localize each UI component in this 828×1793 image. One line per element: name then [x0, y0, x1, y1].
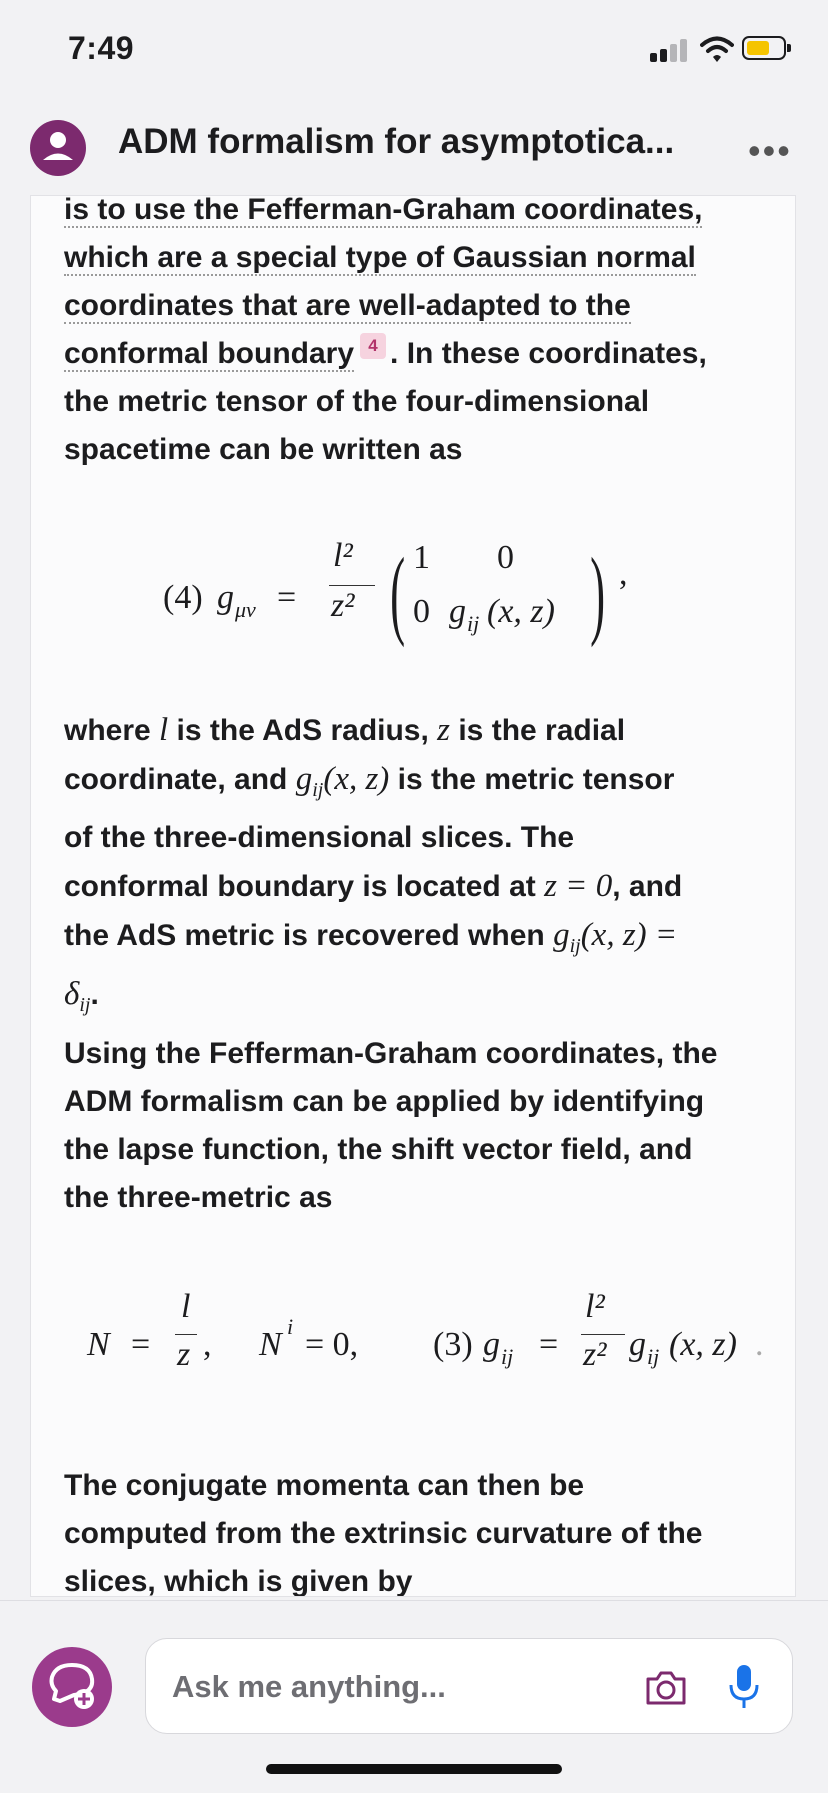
fraction-bar — [175, 1334, 197, 1335]
math-inline: z — [437, 712, 451, 748]
wifi-icon — [700, 34, 734, 64]
eq-term: , — [619, 555, 628, 592]
eq-term: (4) — [163, 579, 203, 616]
text: where — [64, 714, 160, 747]
text: the lapse function, the shift vector field, and — [64, 1133, 693, 1166]
eq-term: ij — [647, 1344, 660, 1369]
paragraph-1 — [64, 196, 774, 474]
home-indicator — [266, 1764, 562, 1774]
text: coordinate, and — [64, 763, 296, 796]
status-bar — [0, 0, 828, 100]
cited-text[interactable]: is to use the Fefferman-Graham coordinates, — [64, 196, 702, 228]
paren-left: ( — [390, 537, 406, 648]
text: is the metric tensor — [389, 763, 675, 796]
math-inline: l — [159, 712, 169, 748]
eq-term: = — [131, 1326, 151, 1363]
text: slices, which is given by — [64, 1565, 413, 1596]
eq-term: N — [87, 1326, 110, 1363]
eq-term: z² — [583, 1336, 607, 1373]
text: . In these coordinates, — [390, 337, 707, 370]
paragraph-2 — [64, 706, 774, 1029]
math-inline: δ — [64, 976, 80, 1012]
eq-term: g — [483, 1326, 500, 1363]
eq-term: , — [203, 1326, 212, 1363]
eq-term: μν — [235, 597, 256, 622]
conversation-title: ADM formalism for asymptotica... — [118, 122, 675, 161]
text: , and — [612, 870, 683, 903]
text: conformal boundary is located at — [64, 870, 545, 903]
cited-text[interactable]: which are a special type of Gaussian normal — [64, 241, 696, 274]
new-chat-icon — [32, 1647, 112, 1727]
text: spacetime can be written as — [64, 433, 463, 466]
chat-header — [0, 100, 828, 196]
eq-term: = — [539, 1326, 559, 1363]
more-options-button[interactable]: ••• — [748, 130, 792, 171]
eq-term: (x, z) — [669, 1326, 737, 1363]
text: is the radial — [450, 714, 626, 747]
eq-term: (3) — [433, 1326, 473, 1363]
eq-term: z — [177, 1336, 191, 1373]
text: ADM formalism can be applied by identifying — [64, 1085, 705, 1118]
math-inline: ij — [569, 935, 581, 957]
ask-input[interactable] — [145, 1638, 793, 1734]
cited-text[interactable]: coordinates that are well-adapted to the — [64, 289, 631, 322]
eq-term: 0 — [497, 539, 514, 576]
eq-term: ij — [467, 611, 480, 636]
eq-term: = 0, — [305, 1326, 359, 1363]
math-inline: g — [295, 761, 313, 797]
math-inline: z = 0 — [544, 868, 613, 904]
eq-term: l² — [585, 1288, 605, 1325]
status-time: 7:49 — [68, 30, 135, 66]
eq-term: . — [755, 1326, 764, 1363]
microphone-icon[interactable] — [728, 1663, 760, 1711]
citation-badge[interactable]: 4 — [360, 333, 386, 359]
math-inline: (x, z) — [323, 761, 390, 797]
text: The conjugate momenta can then be — [64, 1469, 585, 1502]
equation-metric-fg — [163, 537, 723, 661]
battery-icon — [742, 36, 786, 60]
text: the metric tensor of the four-dimensional — [64, 385, 650, 418]
text: is the AdS radius, — [168, 714, 438, 747]
paragraph-3 — [64, 1030, 774, 1222]
eq-term: g — [217, 579, 234, 616]
math-inline: g — [553, 917, 570, 953]
text: the AdS metric is recovered when — [64, 919, 554, 952]
user-avatar-icon[interactable] — [30, 120, 86, 176]
eq-term: = — [277, 579, 297, 616]
eq-term: g — [629, 1326, 646, 1363]
response-card — [31, 196, 795, 1596]
text: the three-metric as — [64, 1181, 333, 1214]
eq-term: l — [181, 1288, 191, 1325]
fraction-bar — [581, 1334, 625, 1335]
response-content — [64, 196, 774, 474]
eq-term: N — [259, 1326, 282, 1363]
text: computed from the extrinsic curvature of the — [64, 1517, 703, 1550]
cited-text[interactable]: conformal boundary — [64, 337, 355, 370]
math-inline: ij — [312, 779, 324, 801]
eq-term: i — [287, 1314, 294, 1339]
paren-right: ) — [590, 537, 606, 648]
new-chat-button[interactable] — [32, 1647, 112, 1727]
eq-term: ij — [501, 1344, 514, 1369]
math-inline: (x, z) = — [580, 917, 678, 953]
eq-term: 1 — [413, 539, 430, 576]
eq-term: l² — [333, 537, 353, 574]
paragraph-4 — [64, 1462, 774, 1596]
text: . — [90, 978, 99, 1011]
math-inline: ij — [79, 994, 91, 1016]
cellular-signal-icon — [650, 38, 692, 62]
eq-term: 0 — [413, 593, 430, 630]
camera-icon[interactable] — [644, 1667, 688, 1707]
equation-adm-variables — [87, 1288, 787, 1394]
fraction-bar — [329, 585, 375, 586]
eq-term: (x, z) — [487, 593, 555, 630]
text: Using the Fefferman-Graham coordinates, the — [64, 1037, 718, 1070]
ask-input-placeholder: Ask me anything... — [172, 1669, 446, 1704]
eq-term: z² — [331, 587, 355, 624]
text: of the three-dimensional slices. The — [64, 821, 575, 854]
eq-term: g — [449, 593, 466, 630]
